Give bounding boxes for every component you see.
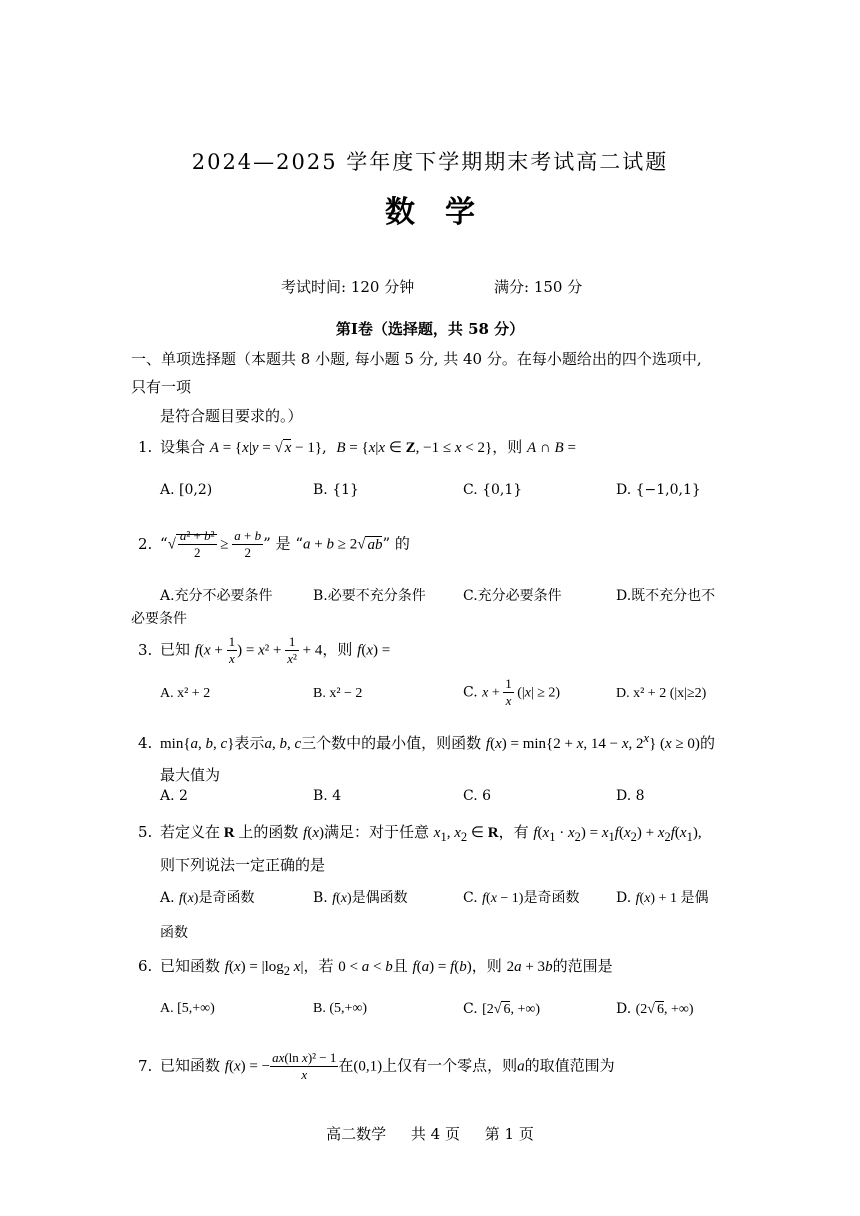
option-d[interactable]: D. {−1,0,1} <box>616 482 701 498</box>
footer-total-pages: 共 4 页 <box>410 1125 460 1143</box>
option-d[interactable]: D. f(x) + 1 是偶 <box>616 890 709 906</box>
question-number: 5. <box>138 823 153 841</box>
question-6: 6. 已知函数 $f(x) = |\log_2$ x|，若 0 < a < b且 f(a) = f(b)，则 2a + 3b的范围是 <box>138 957 613 978</box>
section-title: 第Ⅰ卷（选择题，共 58 分） <box>335 320 525 338</box>
option-a[interactable]: A. [5,+∞) <box>160 1001 215 1016</box>
option-d-continued: 函数 <box>160 925 188 941</box>
subject-title: 数学 <box>385 195 505 230</box>
question-number: 7. <box>138 1056 153 1075</box>
question-1: 1. 设集合 A = {x|y = √ x − 1}, B = {x|x ∈ Z, −1 ≤ x < 2}，则 A ∩ B = <box>138 438 576 456</box>
question-4: 4. min{a, b, c}表示a, b, c三个数中的最小值，则函数 f(x) = min{2 + x, 14 − x, 2$^x$} (x ≥ 0)的 <box>138 731 715 752</box>
question-number: 1. <box>138 438 153 456</box>
option-b[interactable]: B. {1} <box>313 482 359 498</box>
instructions-line-1: 一、单项选择题（本题共 8 小题, 每小题 5 分, 共 40 分。在每小题给出的四个选项中, <box>131 350 702 368</box>
option-d[interactable]: D.既不充分也不 <box>616 588 716 604</box>
exam-full-score: 满分: 150 分 <box>494 278 583 296</box>
option-c[interactable]: C. x + $\frac{1}{x}$ (|x| ≥ 2) <box>463 676 561 708</box>
option-b[interactable]: B.必要不充分条件 <box>313 588 426 604</box>
question-number: 2. <box>138 534 153 553</box>
option-c[interactable]: C. f(x − 1)是奇函数 <box>463 890 580 906</box>
option-a[interactable]: A. [0,2) <box>160 482 213 498</box>
option-b[interactable]: B. x² − 2 <box>313 686 363 701</box>
exam-title: 2024—2025 学年度下学期期末考试高二试题 <box>191 150 669 174</box>
exam-time: 考试时间: 120 分钟 <box>281 278 415 296</box>
question-4-continued: 最大值为 <box>160 766 221 784</box>
footer-page-number: 第 1 页 <box>484 1125 534 1143</box>
question-7: 7. 已知函数 f(x) = − $\frac{\text{ax(ln x)² − 1}}{x}$ 在(0,1)上仅有一个零点，则a的取值范围为 <box>138 1050 615 1082</box>
option-a[interactable]: A. f(x)是奇函数 <box>160 890 255 906</box>
question-number: 4. <box>138 734 153 752</box>
option-d[interactable]: D. 8 <box>616 788 645 804</box>
option-c[interactable]: C. [2√ 6, +∞) <box>463 1001 541 1017</box>
option-b[interactable]: B. f(x)是偶函数 <box>313 890 408 906</box>
option-b[interactable]: B. 4 <box>313 788 342 804</box>
question-5: 5. 若定义在 R 上的函数 f(x)满足：对于任意 $x_1$, $x_2$ ∈ R，有 $f(x_1 \cdot x_2) = x_1f(x_2) + x_2f(x_1)$, <box>138 823 702 844</box>
option-d[interactable]: D. x² + 2 (|x|≥2) <box>616 686 707 701</box>
question-3: 3. 已知 f(x + $\frac{1}{x}$ ) = x² + $\frac{1}{\text{x²}}$ + 4，则 f(x) = <box>138 634 391 666</box>
option-c[interactable]: C. 6 <box>463 788 492 804</box>
instructions-line-2: 只有一项 <box>131 378 192 396</box>
option-b[interactable]: B. (5,+∞) <box>313 1001 368 1016</box>
option-a[interactable]: A.充分不必要条件 <box>160 588 273 604</box>
question-number: 6. <box>138 957 153 975</box>
option-d-continued: 必要条件 <box>131 611 187 627</box>
option-c[interactable]: C.充分必要条件 <box>463 588 562 604</box>
option-a[interactable]: A. x² + 2 <box>160 686 211 701</box>
option-d[interactable]: D. (2√ 6, +∞) <box>616 1001 694 1017</box>
question-number: 3. <box>138 640 153 659</box>
footer-course: 高二数学 <box>326 1125 387 1143</box>
option-a[interactable]: A. 2 <box>160 788 188 804</box>
question-5-continued: 则下列说法一定正确的是 <box>160 856 326 874</box>
option-c[interactable]: C. {0,1} <box>463 482 523 498</box>
page-footer <box>0 1123 860 1144</box>
instructions-line-3: 是符合题目要求的。） <box>160 407 303 425</box>
question-2: 2. “√ $\frac{\text{a² + b²}}{2}$ ≥ $\frac{a + b}{2}$ ” 是 “a + b ≥ 2√ ab” 的 <box>138 528 410 560</box>
